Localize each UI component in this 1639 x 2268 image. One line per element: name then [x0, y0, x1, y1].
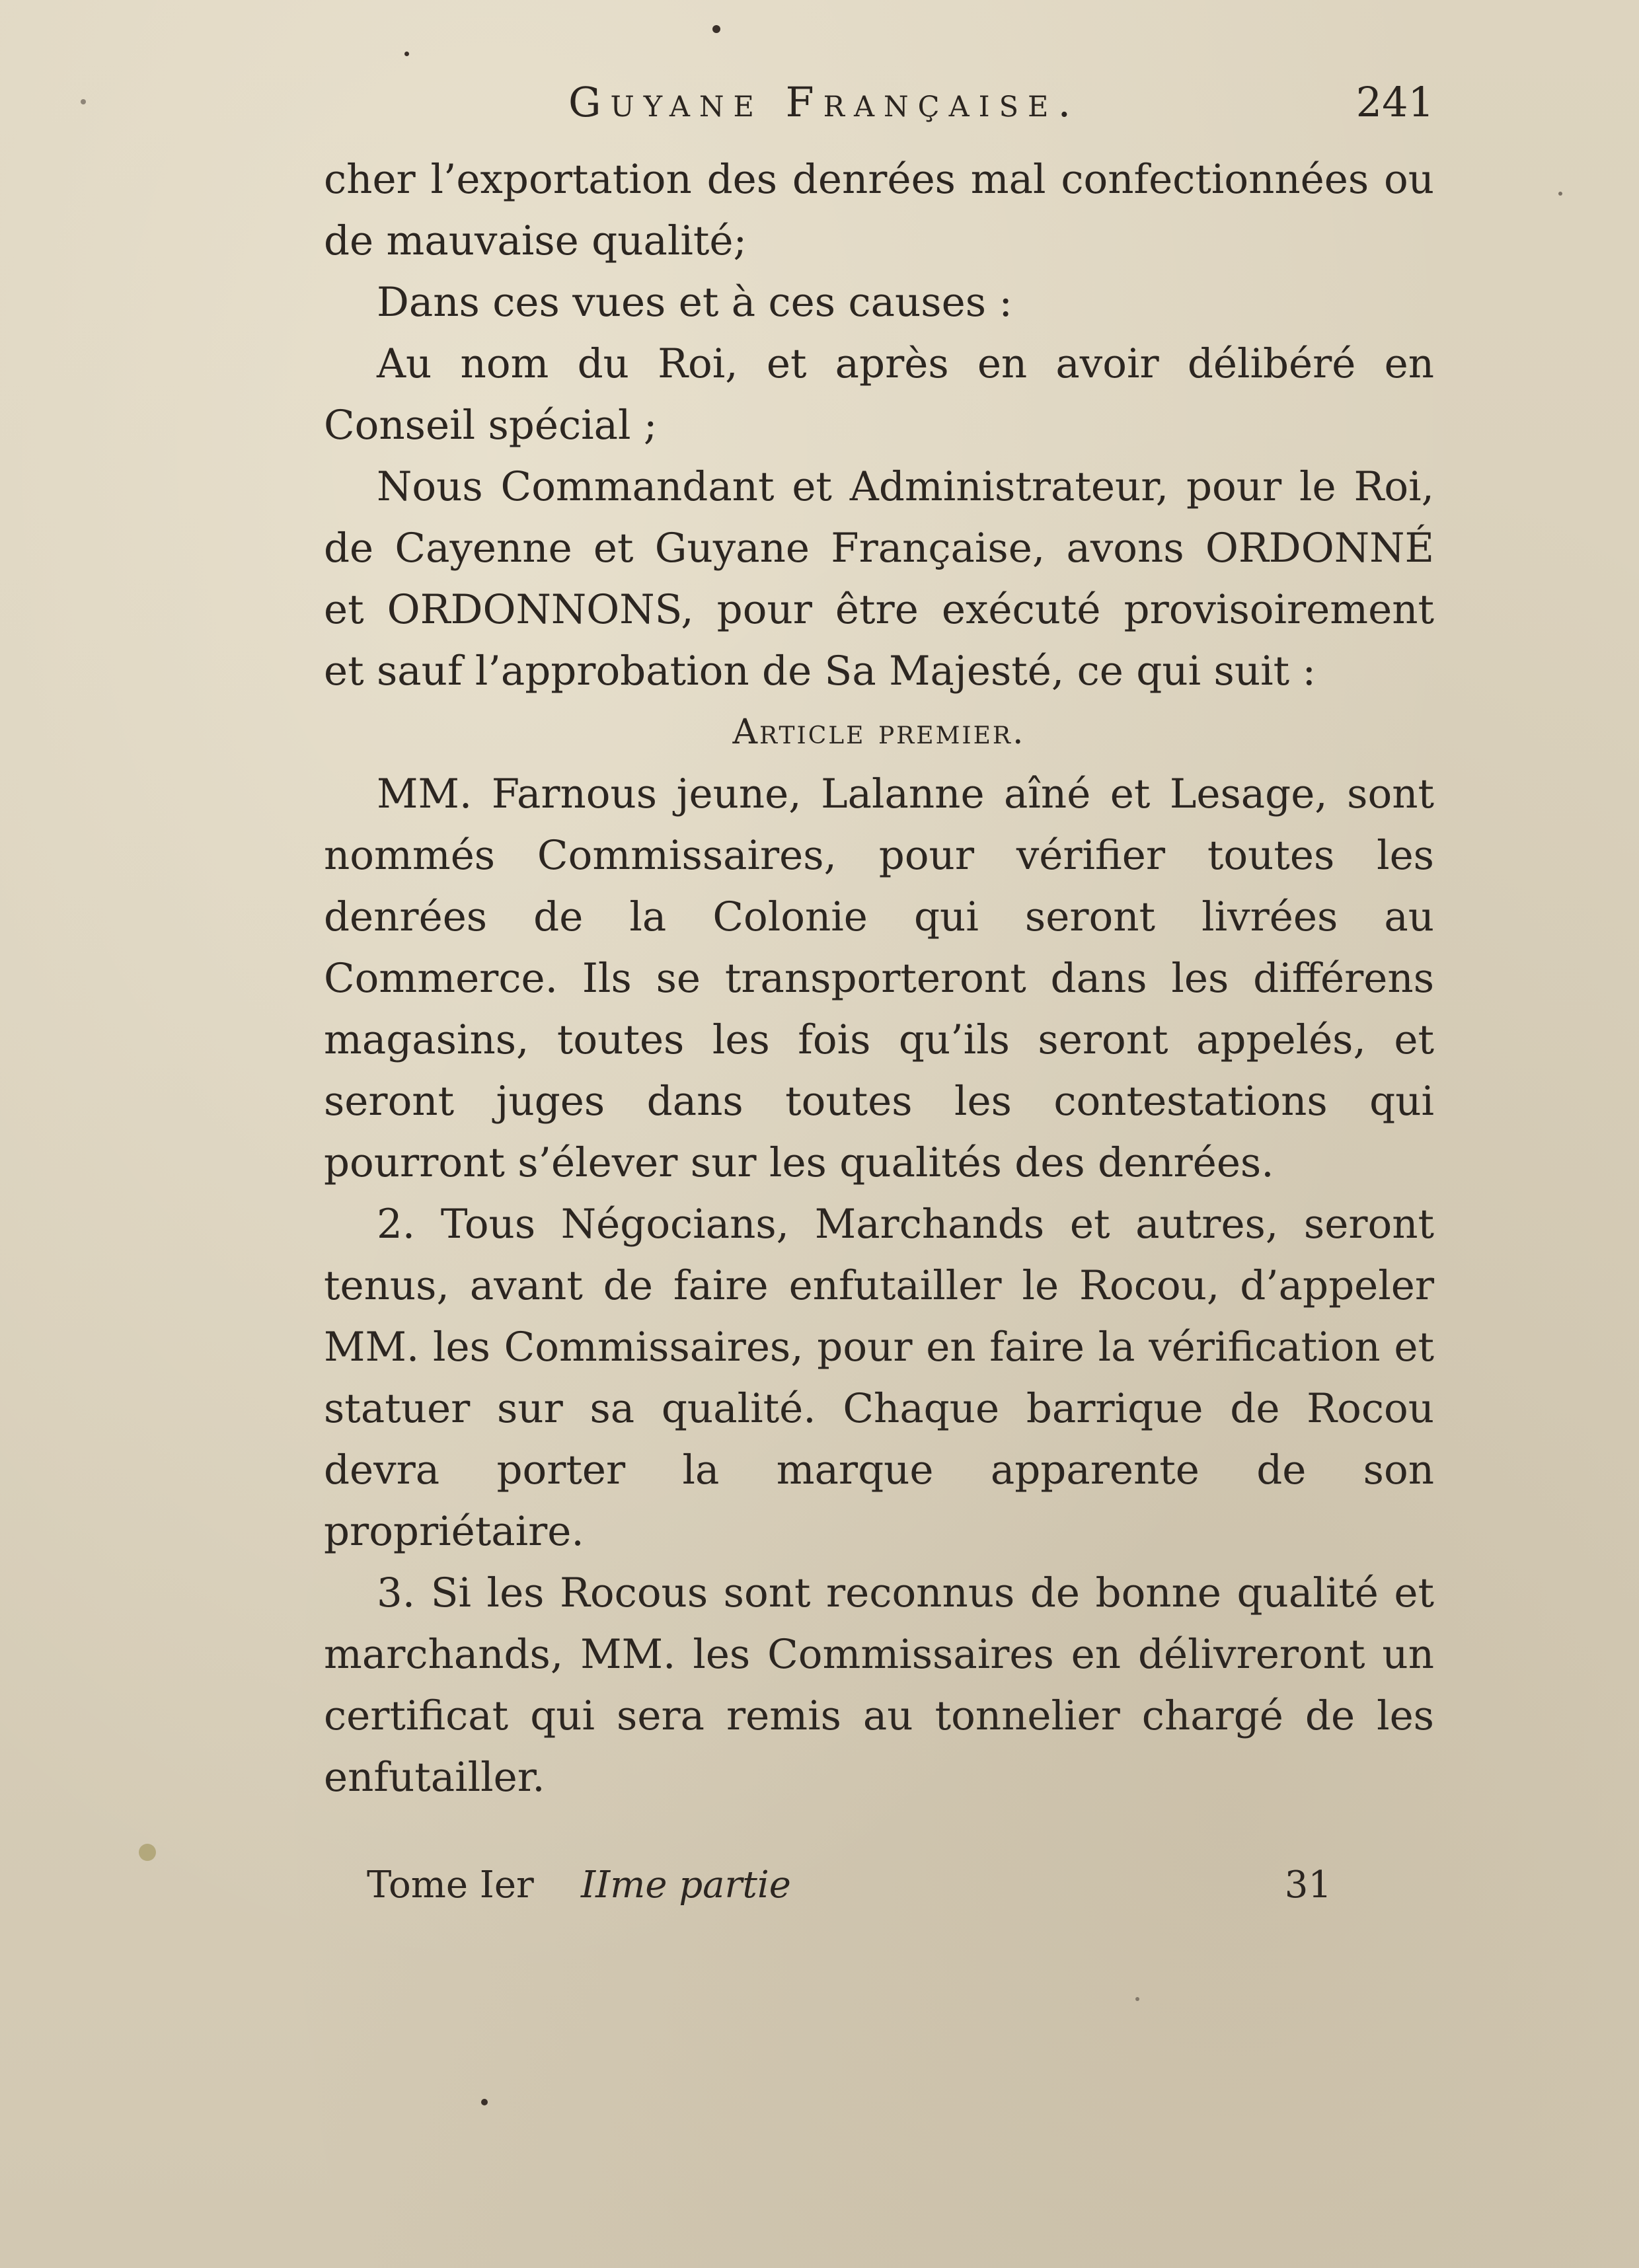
part-label: IIme partie: [581, 1864, 791, 1907]
page-number: 241: [1355, 78, 1434, 126]
page-footer: [367, 1864, 1332, 1923]
body-text: [324, 149, 1434, 1808]
paper-speck: [1135, 1997, 1139, 2001]
volume-signature: [367, 1864, 791, 1907]
article-1: MM. Farnous jeune, Lalanne aîné et Lesage, sont nommés Commissaires, pour vérifier toutes les denrées de la Colonie qui seront livrées au Commerce. Ils se transporteront dans les différens magasins, toutes les fois qu’ils seront appelés, et seront juges dans toutes les contestations qui pourront s’élever sur les qualités des denrées.: [324, 771, 1434, 1186]
paper-speck: [1558, 192, 1562, 196]
running-title: Guyane Française.: [568, 78, 1081, 126]
article-heading: Article premier.: [732, 712, 1026, 752]
paper-speck: [81, 99, 86, 104]
volume-label: Tome Ier: [367, 1864, 534, 1907]
paragraph: Nous Commandant et Administrateur, pour le Roi, de Cayenne et Guyane Française, avons ORDONNÉ et ORDONNONS, pour être exécuté provisoirement et sauf l’approbation de Sa Majesté, ce qui suit :: [324, 463, 1434, 695]
paragraph: cher l’exportation des denrées mal confectionnées ou de mauvaise qualité;: [324, 156, 1434, 264]
paper-speck: [712, 25, 720, 33]
signature-mark: 31: [1284, 1864, 1332, 1907]
paper-speck: [481, 2099, 488, 2105]
paper-speck: [139, 1844, 156, 1861]
article-3: 3. Si les Rocous sont reconnus de bonne qualité et marchands, MM. les Commissaires en délivreront un certificat qui sera remis au tonnelier chargé de les enfutailler.: [324, 1569, 1434, 1801]
paragraph: Au nom du Roi, et après en avoir délibéré en Conseil spécial ;: [324, 340, 1434, 449]
paper-speck: [404, 52, 409, 56]
page-header: [324, 78, 1434, 137]
paragraph: Dans ces vues et à ces causes :: [377, 279, 1012, 326]
article-2: 2. Tous Négocians, Marchands et autres, seront tenus, avant de faire enfutailler le Rocou, d’appeler MM. les Commissaires, pour en faire la vérification et statuer sur sa qualité. Chaque barrique de Rocou devra porter la marque apparente de son propriétaire.: [324, 1201, 1434, 1555]
